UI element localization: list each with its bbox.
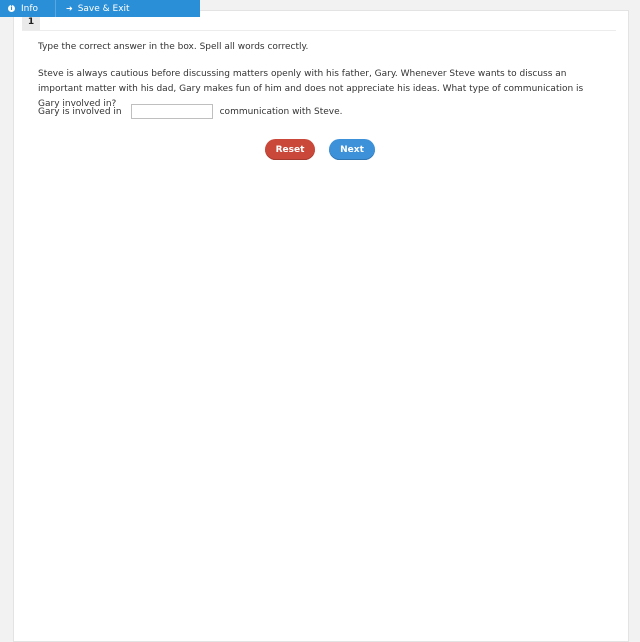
info-button[interactable]: [0, 0, 56, 17]
info-label: Info: [21, 3, 39, 14]
exit-icon: ➜: [66, 4, 73, 13]
next-button[interactable]: Next: [329, 139, 375, 160]
question-instruction: Type the correct answer in the box. Spell all words correctly.: [38, 42, 309, 52]
reset-button[interactable]: Reset: [265, 139, 315, 160]
answer-prefix: Gary is involved in: [38, 106, 122, 117]
answer-suffix: communication with Steve.: [219, 106, 343, 117]
tab-divider: [22, 30, 616, 31]
info-icon: i: [8, 5, 15, 12]
question-passage: Steve is always cautious before discussing matters openly with his father, Gary. Whenever Steve wants to discuss an important matter with his dad, Gary makes fun of him and does not appreciate his ideas. What type of communication is Gary involved in?: [38, 69, 584, 109]
question-number-tab[interactable]: 1: [22, 14, 40, 30]
answer-input[interactable]: [131, 104, 213, 119]
save-exit-button[interactable]: [56, 0, 138, 17]
top-toolbar: [0, 0, 200, 17]
answer-row: [38, 104, 343, 119]
save-exit-label: Save & Exit: [77, 3, 130, 14]
